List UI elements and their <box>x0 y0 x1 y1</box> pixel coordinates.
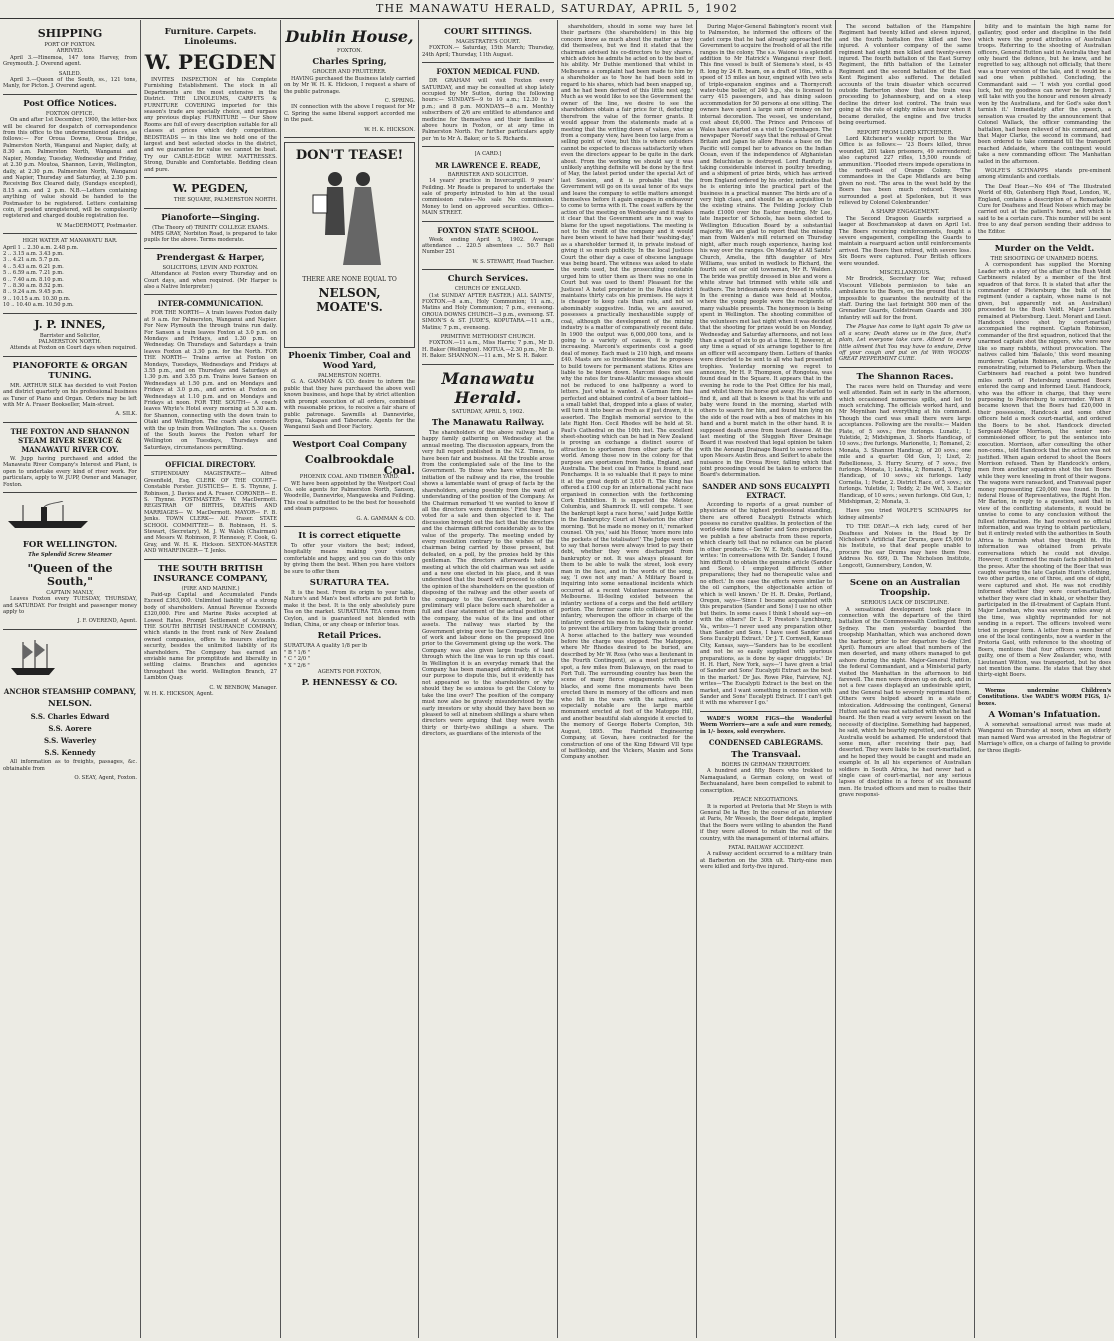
shooting-title: THE SHOOTING OF UNARMED BOERS. <box>990 256 1099 262</box>
prendergast-title: Prendergast & Harper, <box>156 252 265 263</box>
court-text: FOXTON.— Saturday, 15th March; Thursday, 24th April; Thursday, 11th August. <box>422 45 554 58</box>
queen-captain: CAPTAIN MANLY, <box>46 589 94 596</box>
post-office-text: On and after 1st December, 1900, the letter-box will be cleared for despatch of correspondence from this office to the undermentioned places, as follows:— For Oroua Downs, Oroua Bridge, Palmerston North, Wanganui and Napier, daily, at 8.30 a.m. Palmerston North, Wanganui and Napier, Monday, Tuesday, Wednesday and Friday, at 2.30 p.m. Moutoa, Shannon, Levin, Wellington, daily, at 2.30 p.m. Palmerston North, Wanganui and Napier, Thursday and Saturday, at 2.30 p.m. Receiving Box Cleared daily, (Sundays excepted), 8.15 a.m. and 2 p.m. N.B.—Letters containing anything of value should be handed to the Postmaster to be registered. Letters containing coin, if posted unregistered, will be compulsorily registered and charged double registration fee. <box>3 117 137 220</box>
innes-text: Attends at Foxton on Court days when required. <box>10 345 137 352</box>
column-5 <box>558 24 696 1336</box>
queen-sub: The Splendid Screw Steamer <box>28 552 112 559</box>
westport-text: WE have been appointed by the Westport Coal Co. sole agents for Palmerston North, Sanson, Woodville, Dannevirke, Mangaweka and Feilding. This coal is admitted to be the best for household and steam purposes. <box>284 480 415 513</box>
column-3 <box>281 24 418 1336</box>
misc-title: MISCELLANEOUS. <box>879 270 931 277</box>
queen-sign: J. F. OVEREND, Agent. <box>77 618 137 625</box>
spring-name: Charles Spring, <box>312 57 387 68</box>
tide-row: 7 .. 8.30 a.m. 8.52 p.m. <box>3 283 64 289</box>
dublin-place: FOXTON. <box>336 48 363 54</box>
railway-title: The Manawatu Railway. <box>431 418 545 429</box>
inter-communication-text: FOR THE NORTH— A train leaves Foxton daily at 9 a.m. for Palmerston, Wanganui and Napier. For New Plymouth the through trains run daily. For Sanson a train leaves Foxton at 3.0 p.m. on Mondays and Fridays, and 1.30 p.m. on Wednesday. On Thursdays and Saturdays a train leaves Foxton at 3.30 p.m. for the North. FOR THE NORTH— Trains arrive at Foxton on Mondays, Tuesdays, Wednesdays and Fridays at 3.55 p.m., and on Thursdays and Saturdays at 1.30 p.m. and 3.55 p.m. Trains leave Sanson on Wednesdays at 1.50 p.m. and on Mondays and Fridays at 3.0 p.m., and arrive at Foxton on Wednesdays at 1.10 p.m. and on Mondays and Fridays at noon. FOR THE SOUTH— A coach leaves Whyte's Hotel every morning at 5.30 a.m. for Shannon, connecting with the down train to Otaki and Wellington. The coach also connects with the up train from Wellington. The s.s. Queen of the South leaves the Foxton wharf for Wellington on Tuesdays, Thursdays and Saturdays, circumstances permitting. <box>144 310 277 451</box>
fatal-text: A railway accident occurred to a military train at Barberton on the 30th ult. Thirty-nine men were killed and forty-five injured. <box>700 851 832 871</box>
methodist-title: PRIMITIVE METHODIST CHURCH. <box>440 334 536 340</box>
column-1 <box>0 24 140 1336</box>
hutton-text: bility and to maintain the high name for gallantry, good order and discipline in the field which were the proud attributes of Australian troops. Referring to the shooting of Australian officers, General Hutton said in Australia they had only heard the defence, but he knew, and he regretted to say, although not officially, that there was a truer version of the tale, and it would be a sad one when published. Concluding, the Commandant said — 'I wish you cordial good luck, but my goodness can never be forgiven. I will take with you the honour and renown already won by the Australians, and for God's sake don't tarnish it.' Immediately after the speech, a sensation was created by the announcement that Colonel Wallack, the officer commanding the battalion, had been relieved of his command, and that Major Clarke, the second in command, had been ordered to take command till the transport reached Adelaide, where the contingent would take a new commanding officer. The Manhattan sailed in the afternoon. <box>978 24 1111 165</box>
tide-row: 10 .. 10.40 a.m. 10.50 p.m. <box>3 302 74 309</box>
pegden-banner: W. PEGDEN <box>144 50 277 74</box>
pianoforte-title: Pianoforte—Singing. <box>161 212 260 223</box>
piano-tuning-title: PIANOFORTE & ORGAN TUNING. <box>12 360 128 381</box>
medical-title: FOXTON MEDICAL FUND. <box>436 67 540 77</box>
agents-title: AGENTS FOR FOXTON, <box>317 669 382 676</box>
kitchener-title: REPORT FROM LORD KITCHENER. <box>856 129 954 136</box>
etiquette-title: It is correct etiquette <box>298 530 401 541</box>
westport-sign: G. A. GAMMAN & CO. <box>356 515 415 522</box>
court-sub: MAGISTRATE'S COURT. <box>455 39 521 45</box>
pianoforte-sub: (The Theory of) TRINITY COLLEGE EXAMS. <box>152 224 269 231</box>
methodist-text: FOXTON.—11 a.m., Miss Harris; 7 p.m., Mr D. H. Baker (Wellington). MOTUA.—2.30 p.m., Mr D. H. Baker. SHANNON.—11 a.m., Mr S. H. Baker. <box>422 340 554 360</box>
anchor-place: NELSON. <box>48 699 92 710</box>
shannon-races-text: The races were held on Thursday and were well attended. Rain set in early in the afternoon, which occasioned numerous spills, and led to much scratching. The officials worked hard, and Mr Moynihan had everything at his command. Though the card was small there were large acceptances. Following are the results:— Maiden Plate, of 5 sovs.; five furlongs. Lunatic, 1; Yuletide, 2; Midshipman, 3. Shorts Handicap, of 10 sovs.; five furlongs. Marionette, 1; Romanel, 2; Monata, 3. Shannon Handicap, of 20 sovs.; one mile and a quarter. Old Gun, 1; Liszt, 2; Rebellioness, 3. Hurry Scurry, of 7 sovs.; five furlongs. Monata, 1; Lesbia, 2; Romanel, 3. Flying Handicap, of 10 sovs.; six furlongs. Lady Cornelia, 1; Fedar, 2. District Race, of 5 sovs.; six furlongs. Yuletide, 1; Teddy, 2; De Wet, 3. Easter Handicap, of 10 sovs.; seven furlongs. Old Gun, 1; Midshipman, 2; Monata, 3. <box>839 383 971 506</box>
tide-row: April 1 .. 2.30 a.m. 2.48 p.m. <box>3 244 79 251</box>
south-british-title: THE SOUTH BRITISH INSURANCE COMPANY, <box>153 563 268 584</box>
sailing-ship-icon <box>3 638 63 678</box>
peace-title: PEACE NEGOTIATIONS. <box>733 797 799 804</box>
railway-text: The shareholders of the above railway had a happy family gathering on Wednesday at the annual meeting. The discussion appears, from the very full report published in the N.Z. Times, to have been fair and business. All the trouble arose from the contemplated sale of the line to the Government. To those who have witnessed the initiation of the railway and its rise, the trouble shows a lamentable want of grasp of facts by the shareholders, arising possibly from the want of understanding of the position of the Company. As the Chairman remarked 'it we wanted to know if all the directors were dummies.' First they had voted for a sale and then objected to it. The discussion brought out the fact that the directors and the chairman differed considerably as to the value of the property. The meeting ended by every resolution contrary to the wishes of the chairman being carried by those present, but defeated, on a poll, by the proxies held by this gentleman. The directors afterwards held a meeting at which the old chairman was set aside and a new one elected in his place, and it was understood that the board will proceed to obtain the opinion of the shareholders on the question of disposing of the railway and the other assets of the company to the Government, but as a preliminary will place before each shareholder a full and clear statement of the actual position of the company, the value of its line and other assets. The railway was started by the Government giving over to the Company £50,000 of work and labour done on the proposed line prior to the Government giving up the work. The Company was also given large tracts of land through which the line was to run up this coast. In Wellington it is an everyday remark that the Company has been managed admirably, it is not our purpose to dispute this, but it evidently has not appeared so to the shareholders or why should they be so anxious to get the Colony to take the line over? The position of the company must now also be gravely misunderstood by the early investors or why should they have been so pleased to sell at nineteen shillings a share when directors were arguing that they were worth thirty or thirty-two shillings a share. The directors, as guardians of the interests of the <box>422 430 554 738</box>
retail-price-row: SURATURA A quality 1/8 per lb <box>284 643 368 650</box>
sailed-text: April 3.—Queen of the South, ss., 121 tons, Manly, for Picton. J. Overend agent. <box>3 77 137 90</box>
tide-row: 9 .. 10.15 a.m. 10.30 p.m. <box>3 295 71 302</box>
reade-sub: BARRISTER AND SOLICITOR. <box>447 171 529 178</box>
agents-name: P. HENNESSY & CO. <box>301 678 398 689</box>
reade-title: MR LAWRENCE E. READE, <box>435 160 541 170</box>
column-8 <box>975 24 1114 1336</box>
church-text: (1st SUNDAY AFTER EASTER.) ALL SAINTS', FOXTON.—8 a.m., Holy Communion; 11 a.m., Matins and Holy Communion; 7 p.m., evensong. OROUA DOWNS CHURCH—3 p.m., evensong. ST. SIMON'S & ST. JUDE'S, KOPUTARA.—11 a.m., Matins; 7 p.m., evensong. <box>422 292 554 331</box>
piano-tuning-sign: A. SILK. <box>115 411 137 418</box>
deaf-advert: TO THE DEAF.—A rich lady, cured of her Deafness and Noises in the Head by Dr Nicholson's Artificial Ear Drums, gave £5,000 to his Institute, so that deaf people unable to procure the ear Drums may have them free. Address No. 699, D. The Nicholson Institute, Longcott, Gunnersbury, London, W. <box>839 524 971 569</box>
school-sign: W. S. STEWART, Head Teacher. <box>472 258 554 265</box>
shannon-races-title: The Shannon Races. <box>856 371 954 382</box>
infatuation-text: A somewhat sensational arrest was made at Wanganui on Thursday at noon, when an elderly man named Ward was arrested in the Registrar of Marriage's office, on a charge of failing to provide for three illegiti- <box>978 722 1111 754</box>
prendergast-sub: SOLICITORS, LEVIN AND FOXTON. <box>162 264 259 271</box>
sharp-text: The Second Dragoon Guards surprised a laager at Boschmanskop at dawn on April 1st. The Boers receiving reinforcements, fought a severe engagement, compelling the Guards to maintain a rearguard action until reinforcements arrived. The Boers then retired, with severe loss. Six Boers were captured. Four British officers were wounded. <box>839 215 971 267</box>
spring-text: HAVING purchased the Business lately carried on by Mr W. H. K. Hickson, I request a share of the public patronage. <box>284 75 415 95</box>
hickson-text: IN connection with the above I request for Mr C. Spring the same liberal support accorded me in the past. <box>284 104 415 124</box>
south-british-sign: C. W. BENBOW, Manager. <box>209 684 277 691</box>
anchor-ship: S.S. Waverley <box>43 736 97 746</box>
wade-advert: WADE'S WORM FIGS—the Wonderful Worm Worriers—are a safe and sure remedy, in 1/- boxes, sold everywhere. <box>700 715 832 735</box>
herald-date: SATURDAY, APRIL 5, 1902. <box>451 408 525 415</box>
foxton-ss-title: THE FOXTON AND SHANNON STEAM RIVER SERVICE & MANAWATU RIVER COY. <box>10 426 130 454</box>
reade-text: 14 years' practice in Invercargill. 9 years' Feilding. Mr Reade is prepared to undertake the sale of property intrusted to him at the usual commission rates—No sale No commission. Money to lend on approved securities. Office—MAIN STREET. <box>422 178 554 217</box>
phoenix-title: Phoenix Timber, Coal and Wood Yard, <box>288 351 411 372</box>
official-title: OFFICIAL DIRECTORY. <box>165 460 256 470</box>
discipline-title: SERIOUS LACK OF DISCIPLINE. <box>860 600 950 607</box>
phoenix-place: PALMERSTON NORTH. <box>318 373 381 380</box>
kitchener-text: Lord Kitchener's weekly report to the War Office is as follows:— '23 Boers killed, three wounded, 201 taken prisoners, 49 surrendered; also captured 227 rifles, 15,500 rounds of ammunition. 'Flooded rivers impede operations in the north-east of Orange Colony. 'The commandoes in the Cape Midlands are being given no rest. 'The area in the west held by the Boers has been much reduced. 'Beyers surrounded a post at Spelonken, but it was relieved by Colonel Colenbrander.' <box>839 135 971 206</box>
boers-title: BOERS IN GERMAN TERRITORY. <box>721 762 811 769</box>
dublin-house: Dublin House, <box>285 27 414 46</box>
medical-text: DR GRAHAM will visit Foxton every SATURDAY, and may be consulted at shop lately occupied by Mr Sutton, during the following hours:— SUNDAYS—9 to 10 a.m.; 12.30 to 1 p.m.; and 8 p.m. MONDAYS—8 a.m. Monthly subscribers of 2/6 are entitled to attendance and medicine for themselves and their families at above hours in Foxton, or at any time in Palmerston North. For further particulars apply per 'm to Mr A. Baker, or to S. Richards. <box>422 78 554 142</box>
herald-nameplate: Manawatu Herald. <box>441 368 535 407</box>
arrived-text: April 3.—Hinemoa, 147 tons Harvey, from Greymouth. J. Overend agent. <box>3 54 137 68</box>
phoenix-coal-yard: PHOENIX COAL AND TIMBER YARD. <box>299 474 400 481</box>
post-office-title: Post Office Notices. <box>23 98 117 109</box>
queen-name: "Queen of the South," <box>27 561 113 588</box>
retail-price-row: " B " 1/6 " <box>284 649 310 656</box>
anchor-ship: S.S. Aorere <box>48 724 92 734</box>
port-label: PORT OF FOXTON. <box>44 42 96 48</box>
wellington-title: FOR WELLINGTON. <box>22 540 118 551</box>
masthead: THE MANAWATU HERALD, SATURDAY, APRIL 5, 1902 <box>0 0 1114 19</box>
train-disaster-text: The second battalion of the Hampshire Regiment had twenty killed and eleven injured, and the fourth battalion five killed and two injured. A volunteer company of the same regiment had eight men killed and twenty-seven injured. The fourth battalion of the East Surrey Regiment, the fifth battalion of the Leinster Regiment and the second battalion of the East Kent Regiment also suffered. The detailed accounts of the train disaster which occurred outside Barberton show that the train was proceeding to Johannesburg, and on a steep decline the driver lost control. The train was going at the rate of eighty miles an hour when it became derailed, the engine and five trucks being overturned. <box>839 24 971 127</box>
card-label: [A CARD.] <box>474 151 502 158</box>
post-office-sign: W. MacDERMOTT, Postmaster. <box>56 222 137 229</box>
tea-headline: DON'T TEASE! <box>295 148 404 164</box>
anchor-ship: S.S. Kennedy <box>44 748 96 758</box>
sharp-title: A SHARP ENGAGEMENT. <box>870 209 940 216</box>
tea-illustration <box>305 165 395 275</box>
piano-tuning-text: MR. ARTHUR SILK has decided to visit Foxton and district quarterly on his professional business as Tuner of Piano and Organ. Orders may be left with Mr A. Fraser Bookseller, Main-street. <box>3 382 137 409</box>
murder-title: Murder on the Veldt. <box>994 244 1095 254</box>
schnapps-advert: Have you tried WOLFE'S SCHNAPPS for kidney ailments? <box>839 508 971 521</box>
retail-prices <box>284 643 415 669</box>
retail-title: Retail Prices. <box>317 631 382 642</box>
queen-text: Leaves Foxton every TUESDAY, THURSDAY, and SATURDAY. For freight and passenger money apply to <box>3 596 137 615</box>
retail-price-row: " C " 2/0 " <box>284 656 311 663</box>
tide-row: 5 .. 6.59 a.m. 7.21 p.m. <box>3 270 64 277</box>
south-british-text: Paid-up Capital and Accumulated Funds Exceed £363,000. Unlimited liability of a strong body of shareholders. Annual Revenue Exceeds £320,000. Fire and Marine Risks accepted at Lowest Rates. Prompt Settlement of Accounts. THE SOUTH BRITISH INSURANCE COMPANY, which stands in the front rank of New Zealand owned companies, offers to insurers sterling security, besides the unlimited liability of its shareholders. The Company has earned an enviable name for promptitude and liberality in settling claims. Branches and agencies throughout the world. Wellington Branch, 27 Lambton Quay. <box>144 591 277 682</box>
local-news: During Major-General Babington's recent visit to Palmerston, he informed the officers of the cadet corps that he had already approached the Government to acquire the freehold of all the rifle ranges in the colony. The s.s. Waione is a splendid addition to Mr Hatrick's Wanganui river fleet. This fine vessel is built of Siemens's steel, is 45 ft. long by 24 ft. beam, on a draft of 16in., with a speed of 15 miles an hour, engined with two sets of triple-expansion engines and a Thornycroft water-tube boiler, of 240 h.p., she is licensed to carry 415 passengers, and has dining saloon accommodation for 50 persons at one sitting. The owners have spent a large sum of money on her internal decoration. The vessel, we understand, cost about £6,000. The Prince and Princess of Wales have started on a visit to Copenhagen. The newspaper 'Novosti' says that the refusal of Great Britain and Japan to allow Russia a base on the Pacific will compel her to advance on the Indian Ocean, even if the independence of Afghanistan and Beluchistan is destroyed. Lord Ranfurly is taking considerable interest in poultry breeding, and a shipment of prize birds, which has arrived from England ordered by his order, indicates that he is entering into the practical part of the business in a practical manner. The birds are of a very high class, and should be an acquisition to the existing strains. The Feilding Jockey Club made £1000 over the Easter meeting. Mr Lee, late Inspector of Schools, has been elected to Wellington Education Board by a substantial majority. We are glad to report that the missing man from Walden's mill returned on Thursday night, after much rough experience, having lost his way over the ranges. On Monday at All Saints' Church, Amelia, the fifth daughter of Mrs Williams, was united in wedlock to Richard, the fourth son of our old townsman, Mr R. Walden. The bride was prettily dressed in blue and wore a white straw hat trimmed with white silk and feathers. The bridesmaids were dressed in white. In the evening a dance was held at Moutoa, where the young people were the recipients of many valuable presents. The honeymoon is being spent in Wellington. The shooting committee of the volunteers met last night when it was decided that the shooting for prizes would be on Monday, Wednesday and Saturday afternoons, and not less than a squad of six to go at a time. If, however, at any time a squad of six arrange together to fire an officer will accompany them. Letters of thanks were directed to be sent to all who had presented trophies. Yesterday morning we regret to announce, Mr H. P. Thompson, of Rongotea, was found dead in the Square. It appears that in the evening he rode to the Post Office for his mail, and whilst there his horse got away. He started to find it, and all that is known is that his wife and baby were found in the morning, started with others to search for him, and found him lying on the side of the road with a box of matches in his hand and a burnt match in the other hand. It is supposed death arose from heart disease. At the last meeting of the Sluggish River Drainage Board it was resolved that legal opinion be taken with the Aorangi Drainage Board to serve notices upon Messrs Austin Bros. and Seifert to abate the nuisance in the Oroua River, falling which that joint proceedings would be taken to enforce the Board's determination. <box>700 24 832 479</box>
transvaal-title: The Transvaal. <box>731 750 801 761</box>
arrived-label: ARRIVED. <box>56 48 84 55</box>
tide-row: 4 .. 5.43 a.m. 6.21 p.m. <box>3 263 64 270</box>
misc-text: Mr Brodrick, Secretary for War, refused Viscount Villebois permission to take an ambulance to the Boers, on the ground that it is impossible to guarantee the neutrality of the staff. During the last fortnight 500 men of the Grenadier Guards, Coldstream Guards and 300 infantry will sail for the front. <box>839 276 971 321</box>
sanders-text: According to reports of a great number of physicians of the highest professional standing, there are offered Eucalypti Extracts which possess no curative qualities. In protection of the world-wide fame of Sander and Sons preparation we publish a few abstracts from these reports, which clearly tell that no reliance can be placed in other products.—Dr. W. E. Roth, Oakland Pla., writes: 'In conversations with Dr. Sander, I found him difficult to obtain the genuine article (Sander and Sons). I employed different other preparations; they had no therapeutic value and no effect.' In one case the effects were similar to the oil camphors, the objectionable action of which is well known.' Dr H. R. Drake, Portland, Oregon, says—'Since I became acquainted with this preparation (Sander and Sons) I use no other but theirs. In some cases I think I should say—on with the others!' Dr L. P. Preston's Lynchburg, Va., writes—'I never used any preparation other than Sander and Sons, I have used Sander and Sons Eucalypti Extract.' Dr J. T. Cornwell, Kansas City, Kansas, says—'Sanders has to be excellent and not be so easily supplied with spurious preparations, as is done by eager druggists.' Dr H. H. Hart, New York, says—'I have given a trial of Sander and Sons' Eucalypti Extract as the best in the market.' Dr Jas. Rowe Pike, Fairview, N.J. writes—'The Eucalypti Extract is the best on the market, and I want something in connection with Sander and Sons' Eucalypti Extract. If I can't get it with me wherever I go.' <box>700 501 832 707</box>
furniture-text: INVITES INSPECTION of his Complete Furnishing Establishment. The stock in all Departments are the most extensive in the District. THE LINOLEUMS, CARPETS & FURNITURE COVERING imported for this season's trade are specially choice, and surpass any previous display. FURNITURE — Our Show Rooms are full of every description suitable for all classes at prices which defy competition. BEDSTEADS — in this line we hold one of the largest and best selected stocks in the district, and we guarantee for value we cannot be beat. Try our CABLE-EDGE WIRE MATTRESSES. Strong, Durable and Comfortable. Bedding clean and pure. <box>144 77 277 173</box>
column-4 <box>419 24 557 1336</box>
troopship-title: Scene on an Australian Troopship. <box>849 578 961 599</box>
retail-price-row: " X " 2/6 " <box>284 662 310 669</box>
steamship-icon <box>3 501 93 531</box>
south-british-agent: W. H. K. HICKSON, Agent. <box>144 691 214 698</box>
westport-coal: Coal. <box>383 463 415 477</box>
column-7 <box>836 24 974 1336</box>
boers-text: A hundred and fifty Boers who trekked to Namaqualand, a German colony, on west of Bechuanaland, have been compelled to submit to conscription. <box>700 768 832 794</box>
condensed-title: CONDENSED CABLEGRAMS. <box>708 738 824 748</box>
wolfe-advert: WOLFE'S SCHNAPPS stands pre-eminent among stimulants and cordials. <box>978 167 1111 181</box>
pianoforte-text: MRS GRAY, Norbiton Road, is prepared to take pupils for the above. Terms moderate. <box>144 230 277 244</box>
furniture-title: Furniture. Carpets. Linoleums. <box>164 27 257 47</box>
column-6 <box>697 24 835 1336</box>
anchor-title: ANCHOR STEAMSHIP COMPANY, <box>3 687 137 697</box>
anchor-text: All information as to freights, passages, &c. obtainable from <box>3 759 137 772</box>
plague-verse: The Plague has come to light again To give us all a scare; Death stares us in the face, that's plain, Let everyone take care. Attend to every little ailment that You may have to endure, Drive off your cough and put on fat With WOODS' GREAT PEPPERMINT CURE. <box>839 324 971 363</box>
tide-table <box>3 245 137 309</box>
etiquette-text: To offer your visitors the best; indeed, hospitality means making your visitors comfortable and happy, and you can do this only by giving them the best. When you have visitors be sure to offer them <box>284 542 415 575</box>
south-british-sub: (FIRE AND MARINE.) <box>181 585 240 592</box>
tide-title: HIGH WATER AT MANAWATU BAR. <box>22 238 118 245</box>
deaf-hear-text: The Deaf Hear.—No 494 of 'The Illustrated World of 6th, Gutenberg High Road, London, W., England, contains a description of a Remarkable Cure for Deafness and Head Noises which may be carried out at the patient's home, and which is said to be a certain cure. This number will be sent free to any deaf person sending their address to the Editor. <box>978 183 1111 235</box>
spring-sign: C. SPRING. <box>384 98 415 105</box>
tea-sub: THERE ARE NONE EQUAL TO <box>302 276 397 284</box>
innes-name: J. P. INNES, <box>34 317 106 331</box>
phoenix-text: G. A. GAMMAN & CO. desire to inform the public that they have purchased the above well known business, and hope that by strict attention with prompt execution of all orders, combined with reasonable prices, to receive a fair share of public patronage. Sawmills at Dannevirke, Ropua, Takapau and Taborarie. Agents for the Wanganui Sash and Door Factory. <box>284 379 415 431</box>
tea-advert <box>284 142 415 348</box>
tea-brand: NELSON, MOATE'S. <box>316 286 383 315</box>
school-text: Week ending April 5, 1902. Average attendance ... 220.5 absentees ... 50.7 Roll Number 251 <box>422 236 554 256</box>
prendergast-text: Attendance at Foxton every Thursday and on Court days, and when required. (Mr Harper is also a Native Interpreter.) <box>144 271 277 290</box>
westport-title: Westport Coal Company <box>292 439 407 450</box>
suratura-text: It is the best. From its origin to your table, Nature's and Man's best efforts are put forth to make it the best. It is the only absolutely pure Tea on the market. SURATURA TEA comes from Ceylon, and is guaranteed not blended with Indian, China, or any cheap or inferior teas. <box>284 590 415 629</box>
post-office-sub: FOXTON OFFICE. <box>45 110 95 117</box>
westport-coalbrookdale: Coalbrookdale <box>304 452 395 466</box>
column-2 <box>141 24 280 1336</box>
spring-sub: GROCER AND FRUITERER. <box>312 69 387 76</box>
pegden-address: THE SQUARE, PALMERSTON NORTH. <box>173 197 277 204</box>
church-title: Church Services. <box>447 274 529 285</box>
fatal-title: FATAL RAILWAY ACCIDENT. <box>728 844 804 851</box>
shipping-title: SHIPPING <box>37 27 103 40</box>
peace-text: It is reported at Pretoria that Mr Steyn is with General De la Rey. In the course of an interview at Paris, Mr Wessels, the Boer delegate, implied that the Boers were willing to abandon the Rand if they were allowed to retain the rest of the country, with the management of internal affairs. <box>700 803 832 842</box>
troopship-text: A sensational development took place in connection with the departure of the third battalion of the Commonwealth Contingent from Sydney. The men yesterday boarded the troopship Manhattan, which was anchored down the harbour, prior to her departure to-day (3rd April). Rumours are afloat that numbers of the men deserted, and many others managed to get ashore during the night. Major-General Hutton, the federal Commandant, and a Ministerial party visited the Manhattan in the afternoon to bid farewell. The men were drawn up on deck, and in not a few cases displayed an undesirable spirit, and the General had to severely reprimand them. Others were helped aboard in a state of intoxication. Addressing the contingent, General Hutton said he was not satisfied with what he had heard. He then read a very severe lesson on the necessity of discipline. Something had happened, he said, which he heartily regretted, and of which Australia would be ashamed. He understood that some men, after receiving their pay, had deserted. They were liable to be court-martialled, and he hoped they would be caught and made an example of. In all his experience of Australian soldiers in South Africa, he had never had a single case of court-martial, nor any serious lapses of discipline in a force of six thousand men. He trusted officers and men to realise their grave responsi- <box>839 606 971 799</box>
official-text: STIPENDIARY MAGISTRATE— Alfred Greenfield, Esq. CLERK OF THE COURT— Constable Forster. JUSTICES— E. S. Thynne, J. Robinson, J. Davies and A. Fraser. CORONER— E. S. Thynne. POSTMASTER— W. MacDermott. REGISTRAR OF BIRTHS, DEATHS AND MARRIAGES— W. MacDermott. MAYOR— F. B. Jenks. TOWN CLERK— Alf. Fraser. STATE SCHOOL COMMITTEE— B. Robinson, H. S. Stewart, (Secretary), M. J. W. Walsh (Chairman) and Messrs W. Robinson, P. Hennessy, F. Cook, G. Gray, and W. H. K. Hickson. SEXTON-MASTER AND WHARFINGER— T. Jenks. <box>144 471 277 555</box>
school-title: FOXTON STATE SCHOOL. <box>437 225 539 235</box>
tide-row: 2 .. 3.15 a.m. 3.43 p.m. <box>3 250 64 257</box>
sanders-title: SANDER AND SONS EUCALYPTI EXTRACT. <box>702 481 830 500</box>
shooting-text: A correspondent has supplied the Morning Leader with a story of the affair of the Bush Veldt Carbineers related by a member of the first squadron of that force. It is stated that after the commander of Pietersburg the bulk of the regiment (under a captain, whose name is not given, but apparently not an Australian) proceeded to the Bush Veldt. Major Lenehan remained at Pietersburg. Lieut. Morant and Lieut. Handcock (since shot by court-martial) accompanied the regiment. Captain Robinson, commander of the first squadron, noticed that the unarmed captain shot the niggers, who were now like so many rabbits, without provocation. The natives called him 'Balaolo,' this word meaning murderer. Captain Robinson, after ineffectually remonstrating, returned to Pietersburg. When the Carbineers had reached a point two hundred miles north of Pietersburg unarmed Boers entered the camp and informed Lieut. Handcock, who was the officer in charge, that they were purposing to Pietersburg to surrender. When it became known that the Boers had £20,000 in their possession, Handcock and some other officers held a mock court-martial, and ordered the Boers to be shot. Handcock directed Sergeant-Major Morrison, the senior non-commissioned officer, to put the sentence into execution. Morrison, after consulting the other non-coms., told Handcock that the action was not justified. When again ordered to shoot the Boers Morrison refused. Then by Handcock's orders, men from another squadron shot the ten Boers while they were kneeling in front of their wagons. The wagons were ransacked, and Transvaal paper money representing £20,000 was found. In the federal House of Representatives, the Right Hon. Mr Barton, in reply to a question, said that in view of the conflicting statements, it would be unwise to come to any conclusion without the fullest information. He had received no official information, and was trying to obtain particulars, but it entirely rested with the authorities in South Africa to furnish what they thought fit. His information was obtained from private conversations which he could not divulge. However, it confirmed the main facts published in the press. After the shooting of the Boer that was caught wearing the late Captain Hunt's clothing, two other parties, one of three, and one of eight, were captured and shot. He was not credibly informed whether they were court-martialled, whether they were clad in khaki, or whether they participated in the ill-treatment of Captain Hunt. Major Lenehan, who was seventy miles away at the time, was slightly reprimanded for not sending in a report. The officers involved were tried in proper form. A letter from a member of one of the local contingents, now a warder in the Pretoria Gaol, with reference to the shooting of Boers, mentions that four officers were found guilty, one of them a New Zealander, who, with Lieutenant Witton, was transported, but he does not mention the name. He states that they shot thirty-eight Boers. <box>978 262 1111 679</box>
inter-communication-title: INTER-COMMUNICATION. <box>157 299 264 309</box>
pegden-name: W. PEGDEN, <box>172 182 249 196</box>
editorial-continued: shareholders, should in some way have let their partners (the shareholders) in this big concern know as much about the matter as they did themselves, but we find it stated that the chairman advised his co-directors to buy shares, which advice he admits he acted on to the best of his ability. Mr Duthie mentioned that whilst in Melbourne a complaint had been made to him by a shareholder as to 'how he had been sold in regard to his shares, which had been snapped up, and he had been derived of this little nest egg.' Much as we would like to see the Government the owner of the line, we desire to see the shareholders obtain a fair price for it, deducting therefrom the value of the former grants. It would appear from the statements made at a meeting that the writing down of values, wise as from a company view, have been too large from a selling point of view, but this is where outsiders cannot be expected to discuss satisfactorily when even the directors appear to be quite in the dark about. From the working we should say it was unlikely anything definite will be done by the first of May, the latest period under the special Act of last Session, and it is probable that the Government will go on its usual tenor of its ways and leave the company to settle matters amongst themselves before it again engages in endeavour to come to terms with it. The coast suffers by the action of the meeting on Wednesday and it makes it clear that the Government are in no way to blame for the upset negotiations. The meeting is not to the credit of the company and it would have been wisest to have had their 'washing-day,' as a shareholder termed it, in private instead of giving it so much publicity. In the local Justices Court the other day a case of obscene language was being heard. The witness was asked to state the words used, but the prosecuting constable urged him to utter them as there was no one in Court but was used to them! Pleasant for the Justices! A hotel proprietor in the Patea district maintains thirty cats on his premises. He says it is cheaper to keep cats than rats, and not so abominably suggestive. India, we are assured, possesses a practically inexhaustible supply of coal, although the development of the mining industry is a matter of comparatively recent date. In 1900 the output was 6,000,000 tons, and is going to a variety of causes, it is rapidly increasing. Marconi's experiments cost a good deal of money. Each mast is 210 high, and means £40. Masts are so troublesome that he proposes to build towers for permanent stations. Kites are liable to be blown down. Marconi does not see why the rates for trans-Atlantic messages should not be reduced to one halfpenny a word to letters. Just what is wanted. A German firm has perfected and obtained control of a beer tabloid—a small tablet that, dropped into a glass of water, will turn it into beer as fresh as if just drawn, it is asserted. The English memorial service to the late Right Hon. Cecil Rhodes will be held at St. Paul's Cathedral on the 10th inst. The excellent sheet-shooting which can be had in New Zealand is proving an exchange a distinct source of attraction to sportsmen from other parts of the world. Among those now in the colony for that purpose are sportsmen from India, England, and Australia. The best coal in France is found near Ponchamps. It is so valuable that it pays to mine it at the great depth of 3,610 ft. The King has offered a £100 cup for an international yacht race organised in connection with the forthcoming Cork Exhibition. It is expected the Meteor, Columbia, and Shamrock II. will compete. 'I see the bankrupt kept a race horse,' said Judge Kettle in the Bankruptcy Court at Masterton the other morning. 'But he made no money on it,' remarked counsel. 'Oh yes,' said his Honor, 'more more into the pockets of the totalisator!' The Judge went on to say that horses were always tried to pay their debt, whether they were discharged from bankruptcy or not. It was always pleasant for them to be able to walk the street, look every man in the face, and in the words of the song, say, 'I owe not any man.' A Military Board is inquiring into some sensational incidents which occurred at a recent Volunteer manoeuvres at Melbourne. Ill-feeling existed between the infantry sections of a corps and the field artillery portion. The former came into collision with the infantry, whereupon the officer in charge of the infantry ordered his men to fix bayonets in order to prevent the artillery from taking their ground. A horse attached to the battery was wounded before the charge was stopped. The Matoppos, where Mr Rhodes desired to be buried, are described by Mr W. Ross (who was a lieutenant in the Fourth Contingent), as a most picturesque spot, a few miles from Bulawayo, on the road to Fort Tuli. The surrounding country has been the scene of many fierce engagements with the blacks, and some fine monuments have been erected there in memory of the officers and men who fell in the wars with the natives, and especially notable are the large marble monument erected at foot of the Matoppo Hill, and another beautiful slab alongside it erected to the memory of George Roberts Compton, 5th August, 1895. The Fairfield Engineering Company, at Govan, have contracted for the construction of one of the King Edward VII type of battleship, and the Vickers, Maxim and Sons Company another. <box>561 24 693 761</box>
tide-row: 3 .. 4.21 a.m. 5.7 p.m. <box>3 257 61 264</box>
innes-place: PALMERSTON NORTH. <box>38 339 102 346</box>
court-title: COURT SITTINGS. <box>443 27 533 37</box>
anchor-ships <box>3 712 137 757</box>
hickson-sign: W. H. K. HICKSON. <box>364 126 415 133</box>
anchor-ship: S.S. Charles Edward <box>30 712 110 722</box>
innes-title: Barrister and Solicitor, <box>39 332 101 339</box>
tide-row: 6 .. 7.40 a.m. 8.10 p.m. <box>3 276 64 283</box>
sailed-label: SAILED. <box>58 70 82 77</box>
suratura-title: SURATURA TEA. <box>309 578 390 588</box>
tide-row: 8 .. 9.24 a.m. 9.45 p.m. <box>3 289 64 296</box>
worms-advert: Worms undermine Children's Constitutions. Use WADE'S WORM FIGS, 1/- boxes. <box>978 687 1111 707</box>
anchor-sign: O. SEAY, Agent, Foxton. <box>74 774 137 781</box>
church-sub: CHURCH OF ENGLAND. <box>454 286 522 293</box>
foxton-ss-text: W. Jupp having purchased and added the Manawatu River Company's Interest and Plant, is open to undertake every kind of river work. For particulars, apply to W. JUPP, Owner and Manager, Foxton. <box>3 455 137 488</box>
infatuation-title: A Woman's Infatuation. <box>988 710 1101 721</box>
